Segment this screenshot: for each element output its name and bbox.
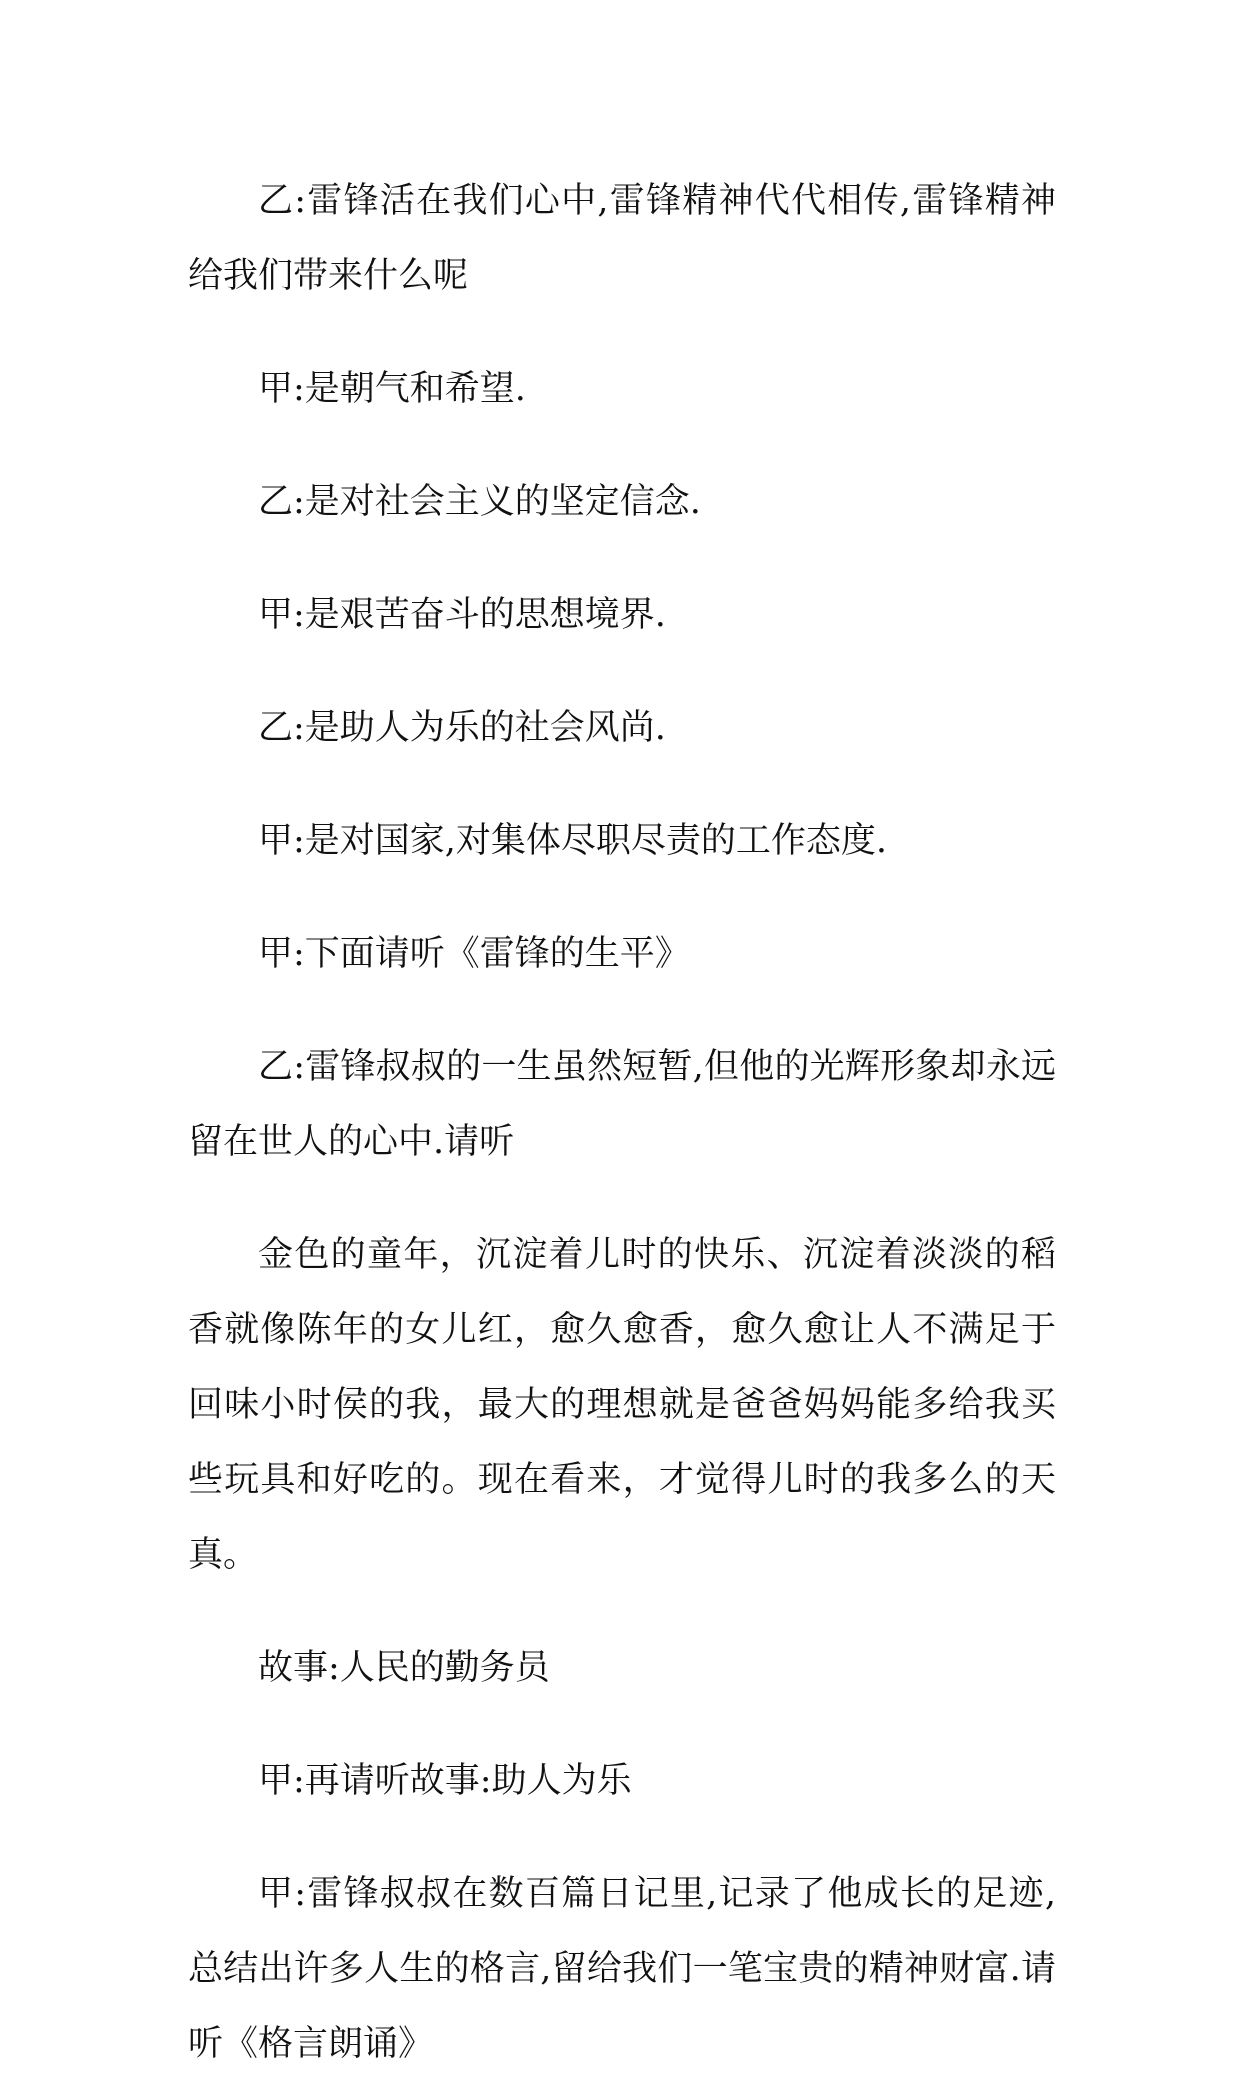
- paragraph: 乙:是对社会主义的坚定信念.: [258, 482, 701, 522]
- paragraph: 甲:是朝气和希望.: [258, 369, 526, 409]
- paragraph: 金色的童年，沉淀着儿时的快乐、沉淀着淡淡的稻香就像陈年的女儿红，愈久愈香，愈久愈让人不满足于回味小时侯的我，最大的理想就是爸爸妈妈能多给我买些玩具和好吃的。现在看来，才觉得儿时的我多么的天真。: [188, 1235, 1056, 1575]
- paragraph: 乙:雷锋活在我们心中,雷锋精神代代相传,雷锋精神给我们带来什么呢: [188, 181, 1056, 296]
- paragraph: 甲:下面请听《雷锋的生平》: [258, 934, 690, 974]
- paragraph: 甲:再请听故事:助人为乐: [258, 1761, 632, 1801]
- paragraph: 甲:雷锋叔叔在数百篇日记里,记录了他成长的足迹,总结出许多人生的格言,留给我们一笔宝贵的精神财富.请听《格言朗诵》: [188, 1874, 1056, 2064]
- paragraph: 乙:是助人为乐的社会风尚.: [258, 708, 666, 748]
- paragraph: 乙:雷锋叔叔的一生虽然短暂,但他的光辉形象却永远留在世人的心中.请听: [188, 1047, 1056, 1162]
- paragraph: 故事:人民的勤务员: [258, 1648, 550, 1688]
- paragraph: 甲:是对国家,对集体尽职尽责的工作态度.: [258, 821, 888, 861]
- paragraph: 甲:是艰苦奋斗的思想境界.: [258, 595, 666, 635]
- document-body: [188, 164, 1056, 2082]
